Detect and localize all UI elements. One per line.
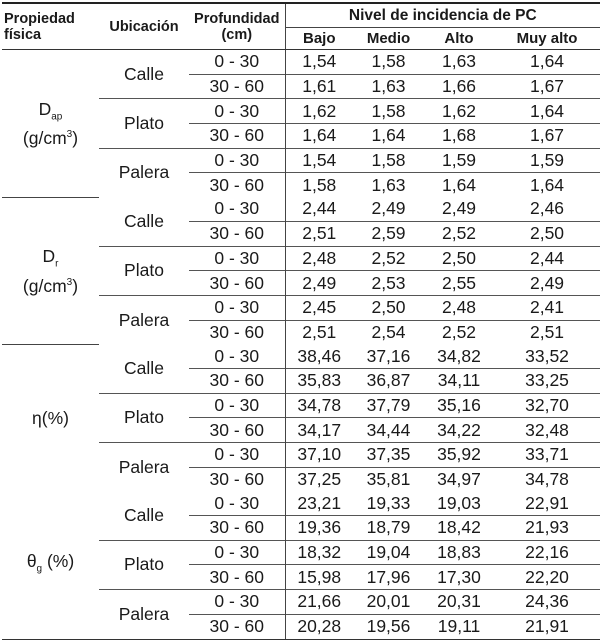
table-row xyxy=(2,344,600,368)
property-unit-close: ) xyxy=(72,127,79,148)
value-cell: 1,59 xyxy=(424,148,494,173)
value-cell: 21,66 xyxy=(285,590,353,615)
value-cell: 36,87 xyxy=(353,368,424,393)
depth-cell: 0 - 30 xyxy=(189,443,285,468)
header-nivel-incidencia: Nivel de incidencia de PC xyxy=(285,3,600,28)
property-label xyxy=(2,50,99,198)
value-cell: 15,98 xyxy=(285,565,353,590)
value-cell: 2,51 xyxy=(285,320,353,344)
value-cell: 2,49 xyxy=(371,198,406,219)
header-profundidad xyxy=(189,3,285,50)
value-cell: 2,49 xyxy=(285,271,353,296)
value-cell: 1,68 xyxy=(424,124,494,149)
value-cell: 2,55 xyxy=(424,271,494,296)
value-cell: 21,93 xyxy=(494,516,600,541)
depth-cell: 30 - 60 xyxy=(189,271,285,296)
value-cell: 2,50 xyxy=(494,221,600,246)
value-cell: 38,46 xyxy=(285,344,353,368)
value-cell: 2,50 xyxy=(353,295,424,320)
value-cell: 2,52 xyxy=(424,320,494,344)
value-cell: 1,61 xyxy=(285,74,353,99)
value-cell: 34,17 xyxy=(285,418,353,443)
property-unit-close: ) xyxy=(72,275,79,296)
location-cell: Calle xyxy=(124,505,164,526)
value-cell: 1,58 xyxy=(285,173,353,197)
depth-cell: 0 - 30 xyxy=(189,540,285,565)
value-cell: 1,54 xyxy=(285,50,353,75)
depth-cell: 30 - 60 xyxy=(189,418,285,443)
location-cell: Plato xyxy=(99,246,189,295)
header-nivel-alto: Alto xyxy=(424,28,494,50)
location-cell: Calle xyxy=(124,357,164,378)
value-cell: 22,16 xyxy=(494,540,600,565)
property-subscript: r xyxy=(55,258,59,270)
value-cell: 34,22 xyxy=(424,418,494,443)
value-cell: 35,83 xyxy=(285,368,353,393)
location-cell: Palera xyxy=(99,295,189,344)
value-cell: 2,54 xyxy=(353,320,424,344)
value-cell: 2,45 xyxy=(285,295,353,320)
value-cell: 37,79 xyxy=(353,393,424,418)
value-cell: 2,49 xyxy=(441,198,477,219)
value-cell: 2,52 xyxy=(353,246,424,271)
value-cell: 20,01 xyxy=(353,590,424,615)
value-cell: 20,28 xyxy=(285,614,353,639)
header-propiedad-line1: Propiedad xyxy=(4,10,75,27)
property-subscript: g xyxy=(36,563,43,575)
location-cell: Palera xyxy=(99,590,189,639)
depth-cell: 30 - 60 xyxy=(189,614,285,639)
property-label xyxy=(2,491,99,639)
data-table-container xyxy=(2,2,600,640)
depth-cell: 30 - 60 xyxy=(189,320,285,344)
value-cell: 18,79 xyxy=(353,516,424,541)
value-cell: 1,62 xyxy=(424,99,494,124)
value-cell: 34,82 xyxy=(437,345,481,366)
location-cell: Plato xyxy=(99,540,189,589)
value-cell: 1,64 xyxy=(529,51,565,72)
depth-cell: 0 - 30 xyxy=(189,590,285,615)
location-cell: Palera xyxy=(99,148,189,197)
value-cell: 34,11 xyxy=(424,368,494,393)
value-cell: 19,11 xyxy=(424,614,494,639)
depth-cell: 30 - 60 xyxy=(189,565,285,590)
depth-cell: 0 - 30 xyxy=(214,198,260,219)
header-profundidad-unit: (cm) xyxy=(221,26,253,43)
value-cell: 1,64 xyxy=(424,173,494,197)
header-nivel-medio: Medio xyxy=(353,28,424,50)
value-cell: 37,10 xyxy=(285,443,353,468)
value-cell: 1,58 xyxy=(371,51,406,72)
value-cell: 33,71 xyxy=(494,443,600,468)
property-subscript: ap xyxy=(51,111,63,123)
value-cell: 2,48 xyxy=(285,246,353,271)
value-cell: 1,64 xyxy=(285,124,353,149)
value-cell: 2,50 xyxy=(424,246,494,271)
depth-cell: 30 - 60 xyxy=(189,467,285,491)
value-cell: 22,91 xyxy=(525,492,569,513)
value-cell: 2,44 xyxy=(285,197,353,221)
value-cell: 1,59 xyxy=(494,148,600,173)
property-label xyxy=(2,197,99,344)
value-cell: 22,20 xyxy=(494,565,600,590)
value-cell: 2,59 xyxy=(353,221,424,246)
soil-properties-table xyxy=(2,2,600,640)
value-cell: 17,96 xyxy=(353,565,424,590)
value-cell: 35,92 xyxy=(424,443,494,468)
value-cell: 37,25 xyxy=(285,467,353,491)
location-cell: Calle xyxy=(124,63,164,84)
value-cell: 1,58 xyxy=(353,148,424,173)
value-cell: 1,64 xyxy=(494,173,600,197)
depth-cell: 0 - 30 xyxy=(189,393,285,418)
value-cell: 1,64 xyxy=(494,99,600,124)
value-cell: 19,33 xyxy=(366,492,411,513)
value-cell: 1,63 xyxy=(353,74,424,99)
value-cell: 35,81 xyxy=(353,467,424,491)
property-unit: (g/cm xyxy=(22,275,67,296)
value-cell: 34,78 xyxy=(285,393,353,418)
depth-cell: 0 - 30 xyxy=(214,51,260,72)
header-nivel-bajo: Bajo xyxy=(285,28,353,50)
value-cell: 20,31 xyxy=(424,590,494,615)
property-label xyxy=(2,344,99,491)
value-cell: 19,56 xyxy=(353,614,424,639)
depth-cell: 0 - 30 xyxy=(214,492,260,513)
value-cell: 2,52 xyxy=(424,221,494,246)
value-cell: 33,25 xyxy=(494,368,600,393)
header-propiedad-line2: física xyxy=(4,26,42,43)
value-cell: 2,51 xyxy=(285,221,353,246)
value-cell: 1,62 xyxy=(285,99,353,124)
value-cell: 2,53 xyxy=(353,271,424,296)
value-cell: 37,16 xyxy=(366,345,411,366)
value-cell: 21,91 xyxy=(494,614,600,639)
value-cell: 18,83 xyxy=(424,540,494,565)
value-cell: 32,70 xyxy=(494,393,600,418)
value-cell: 1,63 xyxy=(441,51,477,72)
header-ubicacion: Ubicación xyxy=(99,3,189,50)
property-unit: (%) xyxy=(42,550,75,571)
value-cell: 18,42 xyxy=(424,516,494,541)
property-symbol: η(%) xyxy=(32,408,69,429)
value-cell: 33,52 xyxy=(525,345,569,366)
value-cell: 1,54 xyxy=(285,148,353,173)
property-symbol: D xyxy=(38,98,52,119)
depth-cell: 0 - 30 xyxy=(189,295,285,320)
table-row xyxy=(2,197,600,221)
value-cell: 34,78 xyxy=(494,467,600,491)
depth-cell: 30 - 60 xyxy=(189,516,285,541)
value-cell: 23,21 xyxy=(285,491,353,515)
value-cell: 34,44 xyxy=(353,418,424,443)
table-row xyxy=(2,50,600,75)
property-unit: (g/cm xyxy=(22,127,67,148)
value-cell: 2,48 xyxy=(424,295,494,320)
depth-cell: 30 - 60 xyxy=(189,124,285,149)
value-cell: 19,36 xyxy=(285,516,353,541)
value-cell: 1,58 xyxy=(353,99,424,124)
header-profundidad-line1: Profundidad xyxy=(194,10,280,27)
property-symbol: D xyxy=(42,246,56,267)
value-cell: 37,35 xyxy=(353,443,424,468)
value-cell: 1,63 xyxy=(353,173,424,197)
value-cell: 19,04 xyxy=(353,540,424,565)
depth-cell: 30 - 60 xyxy=(189,368,285,393)
value-cell: 34,97 xyxy=(424,467,494,491)
table-row xyxy=(2,491,600,515)
value-cell: 32,48 xyxy=(494,418,600,443)
value-cell: 17,30 xyxy=(424,565,494,590)
depth-cell: 0 - 30 xyxy=(189,246,285,271)
value-cell: 1,67 xyxy=(494,124,600,149)
value-cell: 18,32 xyxy=(285,540,353,565)
location-cell: Plato xyxy=(99,99,189,148)
value-cell: 19,03 xyxy=(437,492,481,513)
depth-cell: 30 - 60 xyxy=(189,221,285,246)
value-cell: 2,46 xyxy=(529,198,565,219)
depth-cell: 30 - 60 xyxy=(189,74,285,99)
property-unit-exponent: 3 xyxy=(66,276,73,288)
value-cell: 24,36 xyxy=(494,590,600,615)
depth-cell: 30 - 60 xyxy=(189,173,285,197)
value-cell: 1,64 xyxy=(353,124,424,149)
location-cell: Plato xyxy=(99,393,189,442)
table-body xyxy=(2,50,600,640)
depth-cell: 0 - 30 xyxy=(189,99,285,124)
property-unit-exponent: 3 xyxy=(66,129,73,141)
header-propiedad xyxy=(2,3,99,50)
value-cell: 2,51 xyxy=(494,320,600,344)
value-cell: 1,67 xyxy=(494,74,600,99)
value-cell: 2,44 xyxy=(494,246,600,271)
location-cell: Calle xyxy=(124,210,164,231)
depth-cell: 0 - 30 xyxy=(189,148,285,173)
value-cell: 2,41 xyxy=(494,295,600,320)
value-cell: 35,16 xyxy=(424,393,494,418)
location-cell: Palera xyxy=(99,443,189,492)
value-cell: 1,66 xyxy=(424,74,494,99)
header-nivel-muy-alto: Muy alto xyxy=(494,28,600,50)
value-cell: 2,49 xyxy=(494,271,600,296)
property-symbol: θ xyxy=(26,550,37,571)
depth-cell: 0 - 30 xyxy=(214,345,260,366)
